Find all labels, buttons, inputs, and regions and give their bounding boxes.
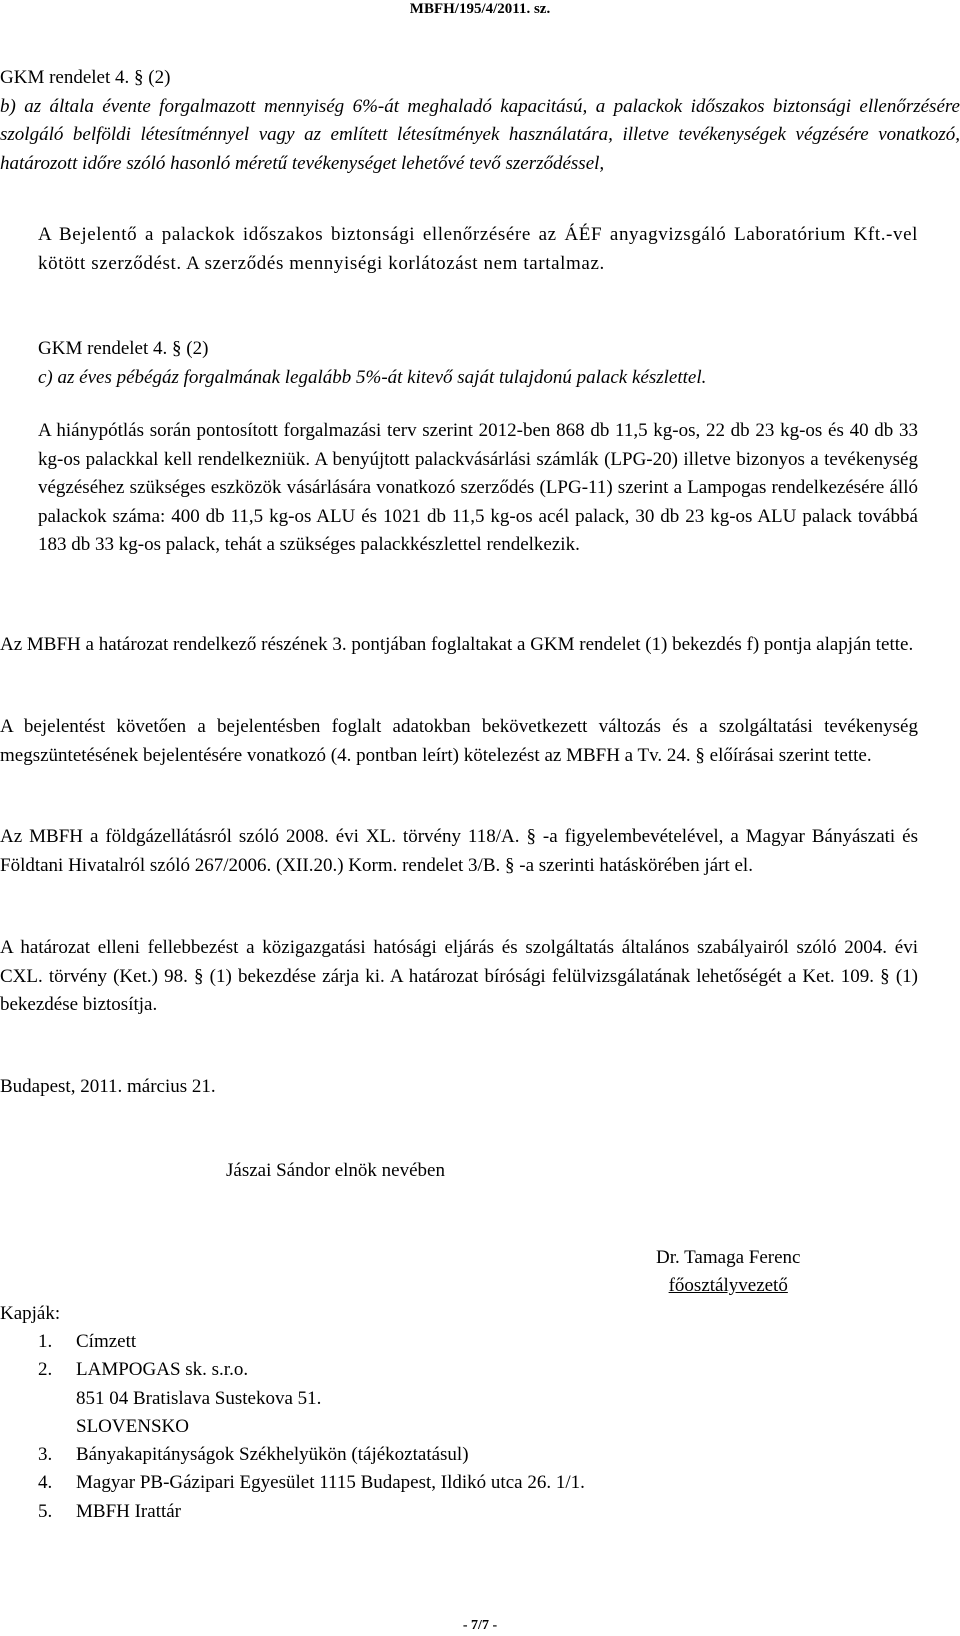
regulation-reference: GKM rendelet 4. § (2) — [0, 67, 171, 88]
requirement-block-b — [0, 64, 960, 178]
signature-on-behalf: Jászai Sándor elnök nevében — [226, 1160, 445, 1181]
signer-name: Dr. Tamaga Ferenc — [656, 1247, 801, 1268]
recipients-label: Kapják: — [0, 1303, 61, 1324]
requirement-text: c) az éves pébégáz forgalmának legalább 5%-át kitevő saját tulajdonú palack készlettel. — [38, 366, 707, 388]
signature-block — [656, 1244, 800, 1300]
requirement-text: b) az általa évente forgalmazott mennyiség 6%-át meghaladó kapacitású, a palackok időszakos biztonsági ellenőrzésére szolgáló belföldi létesítménnyel vagy az említett létesítmények használatára, illetve tevékenységek végzésére vonatkozó, határozott időre szóló hasonló méretű tevékenységet lehetővé tevő szerződéssel, — [0, 95, 960, 174]
body-paragraph: Az MBFH a határozat rendelkező részének 3. pontjában foglaltakat a GKM rendelet (1) bekezdés f) pontja alapján tette. — [0, 634, 914, 655]
recipient-item: 5. MBFH Irattár — [38, 1500, 182, 1522]
finding-paragraph: A hiánypótlás során pontosított forgalmazási terv szerint 2012-ben 868 db 11,5 kg-os, 22 db 23 kg-os és 40 db 33 kg-os palackkal kell rendelkezniük. A benyújtott palackvásárlási számlák (LPG-20) illetve bizonyos a tevékenység végzéséhez szükséges eszközök vásárlására vonatkozó szerződés (LPG-11) szerint a Lampogas rendelkezésére álló palackok száma: 400 db 11,5 kg-os ALU és 1021 db 11,5 kg-os acél palack, 30 db 23 kg-os ALU palack továbbá 183 db 33 kg-os palack, tehát a szükséges palackkészlettel rendelkezik. — [38, 420, 918, 556]
recipients-list — [38, 1328, 585, 1526]
body-paragraph: Az MBFH a földgázellátásról szóló 2008. évi XL. törvény 118/A. § -a figyelembevételével, a Magyar Bányászati és Földtani Hivatalról szóló 267/2006. (XII.20.) Korm. rendelet 3/B. § -a szerinti hatáskörében járt el. — [0, 826, 918, 876]
recipient-item: 3. Bányakapitányságok Székhelyükön (tájékoztatásul) — [38, 1444, 469, 1466]
recipient-item: 4. Magyar PB-Gázipari Egyesület 1115 Budapest, Ildikó utca 26. 1/1. — [38, 1472, 585, 1494]
recipient-item: 2. LAMPOGAS sk. s.r.o. 851 04 Bratislava Sustekova 51. SLOVENSKO — [38, 1359, 322, 1437]
date-place: Budapest, 2011. március 21. — [0, 1076, 216, 1097]
recipient-item: 1. Címzett — [38, 1331, 137, 1352]
body-paragraph: A bejelentést követően a bejelentésben foglalt adatokban bekövetkezett változás és a szolgáltatási tevékenység megszüntetésének bejelentésére vonatkozó (4. pontban leírt) kötelezést az MBFH a Tv. 24. § előírásai szerint tette. — [0, 716, 918, 766]
signer-role: főosztályvezető — [668, 1275, 788, 1296]
regulation-reference: GKM rendelet 4. § (2) — [38, 338, 209, 359]
body-paragraph: A határozat elleni fellebbezést a közigazgatási hatósági eljárás és szolgáltatás általános szabályairól szóló 2004. évi CXL. törvény (Ket.) 98. § (1) bekezdése zárja ki. A határozat bírósági felülvizsgálatának lehetőségét a Ket. 109. § (1) bekezdése biztosítja. — [0, 937, 918, 1016]
document-id: MBFH/195/4/2011. sz. — [409, 1, 551, 17]
requirement-block-c — [38, 335, 918, 392]
finding-paragraph: A Bejelentő a palackok időszakos biztonsági ellenőrzésére az ÁÉF anyagvizsgáló Laboratórium Kft.-vel kötött szerződést. A szerződés mennyiségi korlátozást nem tartalmaz. — [38, 224, 918, 274]
page-number: - 7/7 - — [462, 1618, 498, 1633]
